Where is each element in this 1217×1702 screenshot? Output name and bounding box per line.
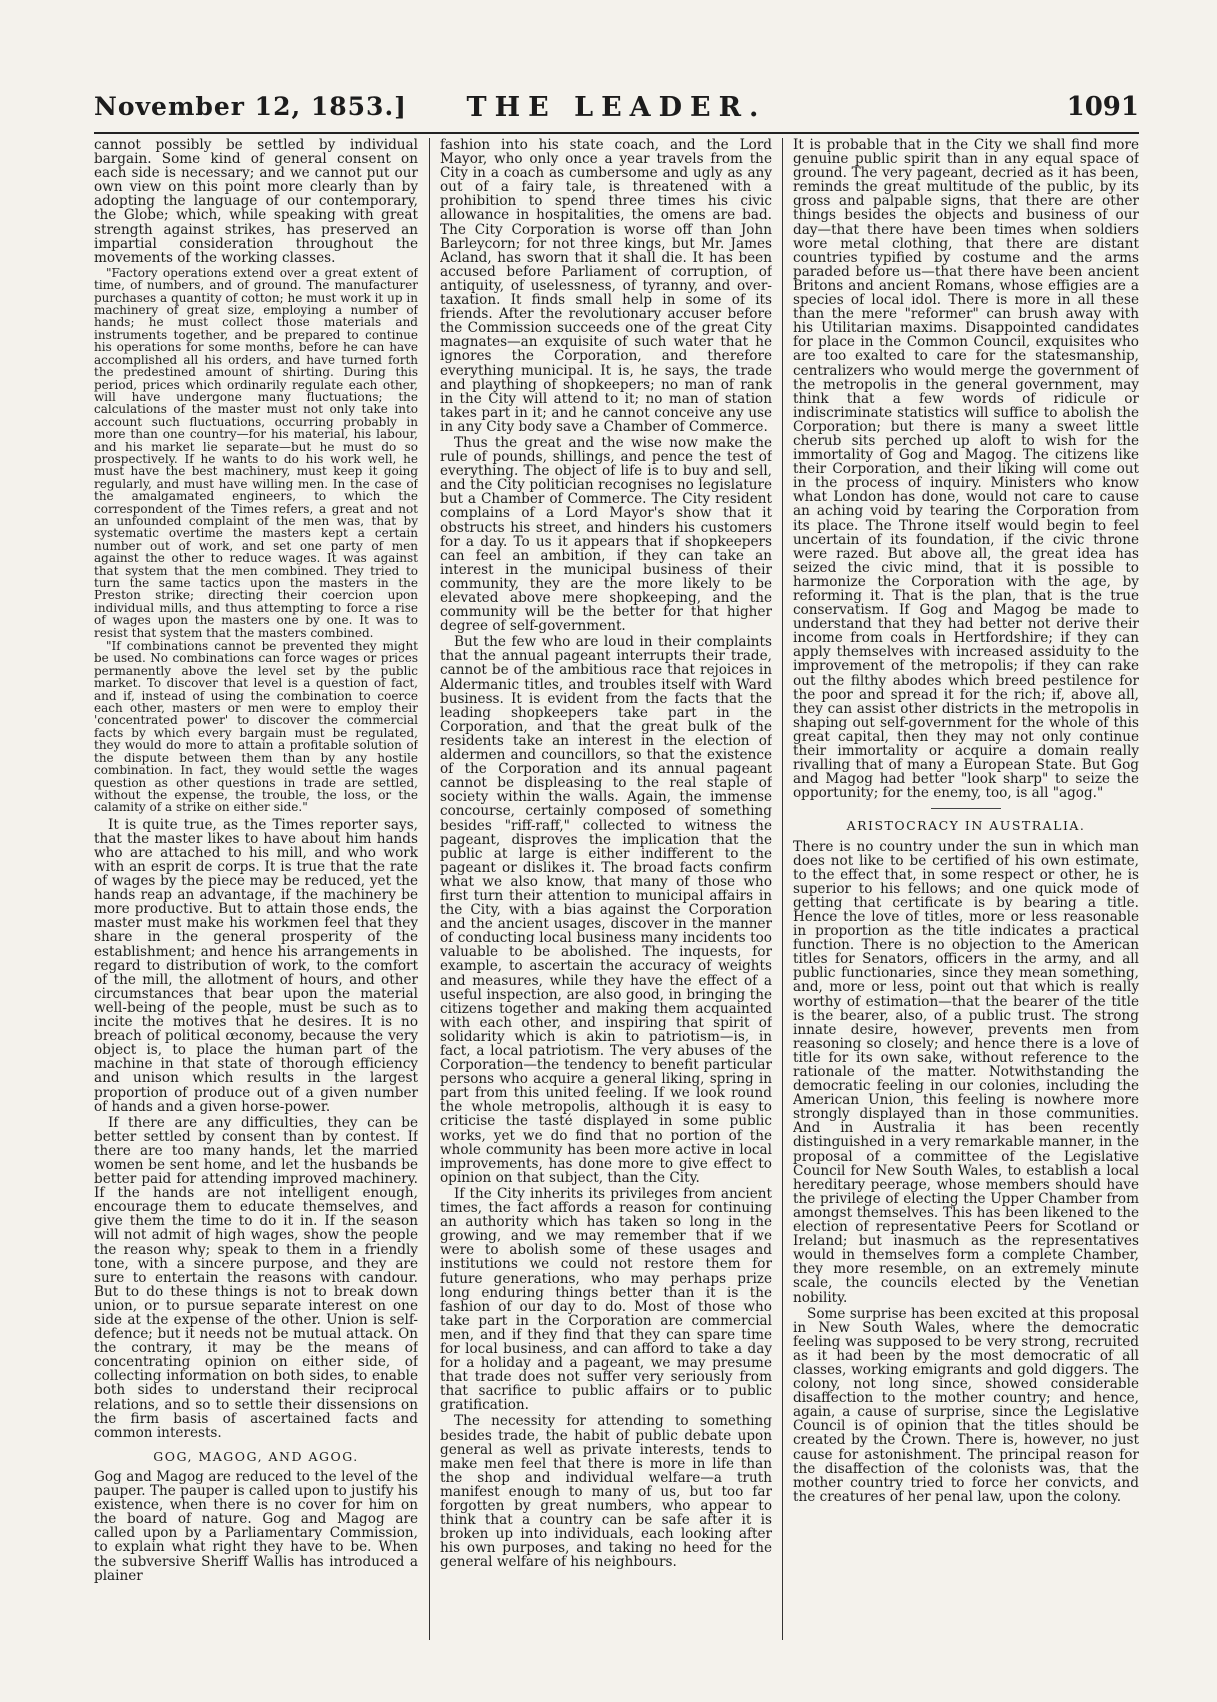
quote-paragraph: "If combinations cannot be prevented they might be used. No combinations can force wages or prices permanently above the level set by the public market. To discover that level is a question of fact, and if, instead of using the combination to coerce each other, masters or men were to employ their 'concentrated power' to discover the commercial facts by which every bargain must be regulated, they would do more to attain a profitable solution of the dispute between them than by any hostile combination. In fact, they would settle the wages question as other questions in trade are settled, without the expense, the trouble, the loss, or the calamity of a strike on either side." xyxy=(94,639,418,815)
column-1 xyxy=(94,138,418,1640)
issue-date: November 12, 1853.] xyxy=(94,92,407,121)
masthead-title: THE LEADER. xyxy=(466,92,767,123)
quote-paragraph: "Factory operations extend over a great extent of time, of numbers, and of ground. The manufacturer purchases a quantity of cotton; he must work it up in machinery of great size, employing a number of hands; he must collect those materials and instruments together, and be prepared to continue his operations for some months, before he can have accomplished all his orders, and have turned forth the predestined amount of shirting. During this period, prices which ordinarily regulate each other, will have undergone many fluctuations; the calculations of the master must not only take into account such fluctuations, occurring probably in more than one country—for his material, his labour, and his market lie separate—but he must do so prospectively. If he wants to do his work well, he must have the best machinery, must keep it going regularly, and must have willing men. In the case of the amalgamated engineers, to which the correspondent of the Times refers, a great and not an unfounded complaint of the men was, that by systematic overtime the masters kept a certain number out of work, and set one party of men against the other to reduce wages. It was against that system that the men combined. They tried to turn the same tactics upon the masters in the Preston strike; directing their coercion upon individual mills, and thus attempting to force a rise of wages upon the masters one by one. It was to resist that system that the masters combined. xyxy=(94,265,418,640)
article-heading: GOG, MAGOG, AND AGOG. xyxy=(153,1448,359,1464)
paragraph: It is probable that in the City we shall find more genuine public spirit than in any equal space of ground. The very pageant, decried as it has been, reminds the great multitude of the public, by its gross and palpable signs, that there are other things besides the objects and business of our day—that there have been times when soldiers wore metal clothing, that there are distant countries typified by costume and the arms paraded before us—that there have been ancient Britons and ancient Romans, whose effigies are a species of local idol. There is more in all these than the mere "reformer" can brush away with his Utilitarian maxims. Disappointed candidates for place in the Common Council, exquisites who are too exalted to care for the statesmanship, centralizers who would merge the government of the metropolis in the general government, may think that a few words of ridicule or indiscriminate statistics will suffice to abolish the Corporation; but there is many a sweet little cherub sits perched up aloft to wish for the immortality of Gog and Magog. The citizens like their Corporation, and their liking will come out in the process of inquiry. Ministers who know what London has done, would not care to cause an aching void by tearing the Corporation from its place. The Throne itself would begin to feel uncertain of its foundation, if the civic throne were razed. But above all, the great idea has seized the civic mind, that it is possible to harmonize the Corporation with the age, by reforming it. That is the plan, that is the true conservatism. If Gog and Magog be made to understand that they had better not derive their income from coals in Hertfordshire; if they can apply themselves with increased assiduity to the improvement of the metropolis; if they can rake out the filthy abodes which breed pestilence for the poor and spread it for the rich; if, above all, they can assist other districts in the metropolis in shaping out self-government for the whole of this great capital, then they may not only continue their immortality or acquire a domain really rivalling that of many a European State. But Gog and Magog had better "look sharp" to seize the opportunity; for the enemy, too, is all "agog." xyxy=(793,138,1139,802)
section-divider xyxy=(931,808,1001,809)
paragraph: If there are any difficulties, they can be better settled by consent than by contest. If there are too many hands, let the married women be sent home, and let the husbands be better paid for attending improved machinery. If the hands are not intelligent enough, encourage them to educate themselves, and give them the time to do it in. If the season will not admit of high wages, show the people the reason why; speak to them in a friendly tone, with a sincere purpose, and they are sure to entertain the reasons with candour. But to do these things is not to break down union, or to pursue separate interest on one side at the expense of the other. Union is self-defence; but it needs not be mutual attack. On the contrary, it may be the means of concentrating opinion on either side, of collecting information on both sides, to enable both sides to understand their reciprocal relations, and so to settle their dissensions on the firm basis of ascertained facts and common interests. xyxy=(94,1114,418,1441)
paragraph: Gog and Magog are reduced to the level of the pauper. The pauper is called upon to justify his existence, when there is no cover for him on the board of nature. Gog and Magog are called upon by a Parliamentary Commission, to explain what right they have to be. When the subversive Sheriff Wallis has introduced a plainer xyxy=(94,1468,418,1584)
column-divider-1 xyxy=(429,138,430,1640)
page-header xyxy=(94,92,1139,134)
paragraph: The necessity for attending to something besides trade, the habit of public debate upon general as well as private interests, tends to make men feel that there is more in life than the shop and individual welfare—a truth manifest enough to many of us, but too far forgotten by great numbers, who appear to think that a country can be safe after it is broken up into individuals, each looking after his own purposes, and taking no heed for the general welfare of his neighbours. xyxy=(440,1413,772,1571)
paragraph: It is quite true, as the Times reporter says, that the master likes to have about him hands who are attached to his mill, and who work with an esprit de corps. It is true that the rate of wages by the piece may be reduced, yet the hands reap an advantage, if the machinery be more productive. But to attain those ends, the master must make his workmen feel that they share in the general prosperity of the establishment; and hence his arrangements in regard to distribution of work, to the comfort of the mill, the allotment of hours, and other circumstances that bear upon the material well-being of the people, must be such as to incite the motives that he desires. It is no breach of political œconomy, because the very object is, to place the human part of the machine in that state of thorough efficiency and unison which results in the largest proportion of produce out of a given number of hands and a given horse-power. xyxy=(94,816,418,1115)
paragraph: cannot possibly be settled by individual bargain. Some kind of general consent on each side is necessary; and we cannot put our own view on this point more clearly than by adopting the language of our contemporary, the Globe; which, while speaking with great strength against strikes, has preserved an impartial consideration throughout the movements of the working classes. xyxy=(94,138,418,266)
paragraph: There is no country under the sun in which man does not like to be certified of his own estimate, to the effect that, in some respect or other, he is superior to his fellows; and one quick mode of getting that certificate is by bearing a title. Hence the love of titles, more or less reasonable in proportion as the title indicates a practical function. There is no objection to the American titles for Senators, officers in the army, and all public functionaries, since they mean something, and, more or less, point out that which is really worthy of estimation—that the bearer of the title is the bearer, also, of a public trust. The strong innate desire, however, prevents men from reasoning so closely; and hence there is a love of title for its own sake, without reference to the rationale of the matter. Notwithstanding the democratic feeling in our colonies, including the American Union, this feeling is nowhere more strongly displayed than in those communities. And in Australia it has been recently distinguished in a very remarkable manner, in the proposal of a committee of the Legislative Council for New South Wales, to establish a local hereditary peerage, whose members should have the privilege of electing the Upper Chamber from amongst themselves. This has been likened to the election of representative Peers for Scotland or Ireland; but inasmuch as the representatives would in themselves form a complete Chamber, they more resemble, on an extremely minute scale, the councils elected by the Venetian nobility. xyxy=(793,838,1139,1306)
quotation xyxy=(94,267,418,814)
paragraph: Some surprise has been excited at this proposal in New South Wales, where the democratic feeling was supposed to be very strong, recruited as it had been by the most democratic of all classes, working emigrants and gold diggers. The colony, not long since, showed considerable disaffection to the mother country; and hence, again, a cause of surprise, since the Legislative Council is of opinion that the titles should be created by the Crown. There is, however, no just cause for astonishment. The principal reason for the disaffection of the colonists was, that the mother country tried to force her convicts, and the creatures of her penal law, upon the colony. xyxy=(793,1305,1139,1505)
paragraph: But the few who are loud in their complaints that the annual pageant interrupts their trade, cannot be of the ambitious race that rejoices in Aldermanic titles, and troubles itself with Ward business. It is evident from the facts that the leading shopkeepers take part in the Corporation, and that the great bulk of the residents take an interest in the election of aldermen and councillors, so that the existence of the Corporation and its annual pageant cannot be displeasing to the real staple of society within the walls. Again, the immense concourse, certainly composed of something besides "riff-raff," collected to witness the pageant, disproves the implication that the public at large is either indifferent to the pageant or dislikes it. The broad facts confirm what we also know, that many of those who first turn their attention to municipal affairs in the City, with a bias against the Corporation and the ancient usages, discover in the manner of conducting local business many incidents too valuable to be abolished. The inquests, for example, to ascertain the accuracy of weights and measures, while they have the effect of a useful inspection, are also good, in bringing the citizens together and making them acquainted with each other, and inspiring that spirit of solidarity which is akin to patriotism—is, in fact, a local patriotism. The very abuses of the Corporation—the tendency to benefit particular persons who acquire a general liking, spring in part from this united feeling. If we look round the whole metropolis, although it is easy to criticise the tasté displayed in some public works, yet we do find that no portion of the whole community has been more active in local improvements, has done more to give effect to opinion on that subject, than the City. xyxy=(440,634,772,1186)
column-2 xyxy=(440,138,772,1640)
column-divider-2 xyxy=(782,138,783,1640)
page-number: 1091 xyxy=(1066,92,1139,122)
article-heading: ARISTOCRACY IN AUSTRALIA. xyxy=(846,818,1086,834)
column-3 xyxy=(793,138,1139,1640)
paragraph: Thus the great and the wise now make the rule of pounds, shillings, and pence the test of everything. The object of life is to buy and sell, and the City politician recognises no legislature but a Chamber of Commerce. The City resident complains of a Lord Mayor's show that it obstructs his street, and hinders his customers for a day. To us it appears that if shopkeepers can feel an ambition, if they can take an interest in the municipal business of their community, they are the more likely to be elevated above mere shopkeeping, and the community will be the better for that higher degree of self-government. xyxy=(440,434,772,635)
paragraph: fashion into his state coach, and the Lord Mayor, who only once a year travels from the City in a coach as cumbersome and ugly as any out of a fairy tale, is threatened with a prohibition to spend three times his civic allowance in hospitalities, the omens are bad. The City Corporation is worse off than John Barleycorn; for not three kings, but Mr. James Acland, has sworn that it shall die. It has been accused before Parliament of corruption, of antiquity, of uselessness, of tyranny, and over-taxation. It finds small help in some of its friends. After the revolutionary accuser before the Commission succeeds one of the great City magnates—an exquisite of such water that he ignores the Corporation, and therefore everything municipal. It is, he says, the trade and plaything of shopkeepers; no man of rank in the City will attend to it; no man of station takes part in it; and he cannot conceive any use in any City body save a Chamber of Commerce. xyxy=(440,138,772,435)
paragraph: If the City inherits its privileges from ancient times, the fact affords a reason for continuing an authority which has taken so long in the growing, and we may remember that if we were to abolish some of these usages and institutions we could not restore them for future generations, who may perhaps prize long enduring things better than it is the fashion of our day to do. Most of those who take part in the Corporation are commercial men, and if they find that they can spare time for local business, and can afford to take a day for a holiday and a pageant, we may presume that trade does not suffer very seriously from that sacrifice to public affairs or to public gratification. xyxy=(440,1185,772,1414)
